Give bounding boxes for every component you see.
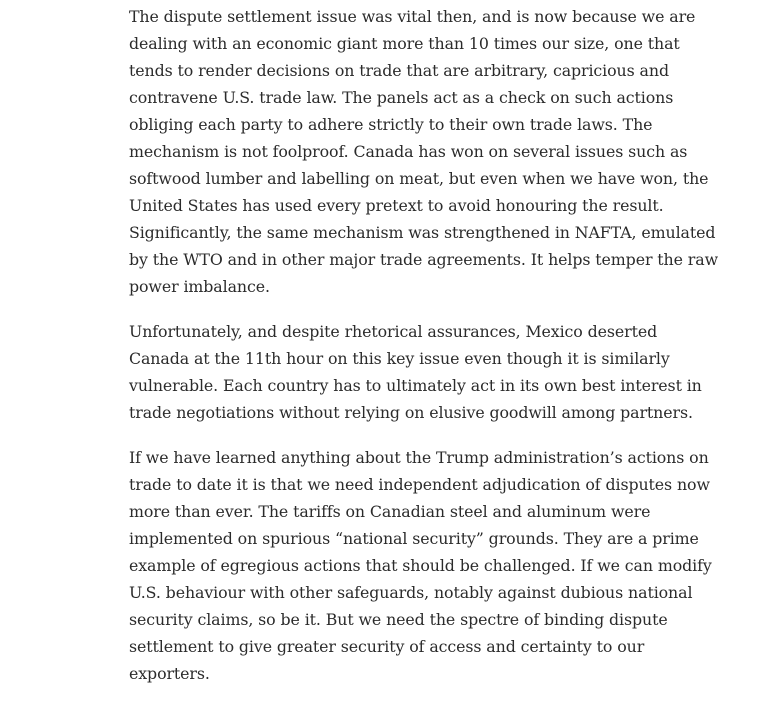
paragraph-trump-administration: If we have learned anything about the Trump administration’s actions on trade to date it is that we need independent adjudication of disputes now more than ever. The tariffs on Canadian steel and aluminum were implemented on spurious “national security” grounds. They are a prime example of egregious actions that should be challenged. If we can modify U.S. behaviour with other safeguards, notably against dubious national security claims, so be it. But we need the spectre of binding dispute settlement to give greater security of access and certainty to our exporters.	[129, 448, 712, 683]
paragraph-dispute-settlement: The dispute settlement issue was vital then, and is now because we are dealing with an economic giant more than 10 times our size, one that tends to render decisions on trade that are arbitrary, capricious and contravene U.S. trade law. The panels act as a check on such actions obliging each party to adhere strictly to their own trade laws. The mechanism is not foolproof. Canada has won on several issues such as softwood lumber and labelling on meat, but even when we have won, the United States has used every pretext to avoid honouring the result. Significantly, the same mechanism was strengthened in NAFTA, emulated by the WTO and in other major trade agreements. It helps temper the raw power imbalance.	[129, 7, 718, 296]
article-body	[129, 3, 719, 705]
paragraph-mexico: Unfortunately, and despite rhetorical assurances, Mexico deserted Canada at the 11th hour on this key issue even though it is similarly vulnerable. Each country has to ultimately act in its own best interest in trade negotiations without relying on elusive goodwill among partners.	[129, 322, 702, 422]
